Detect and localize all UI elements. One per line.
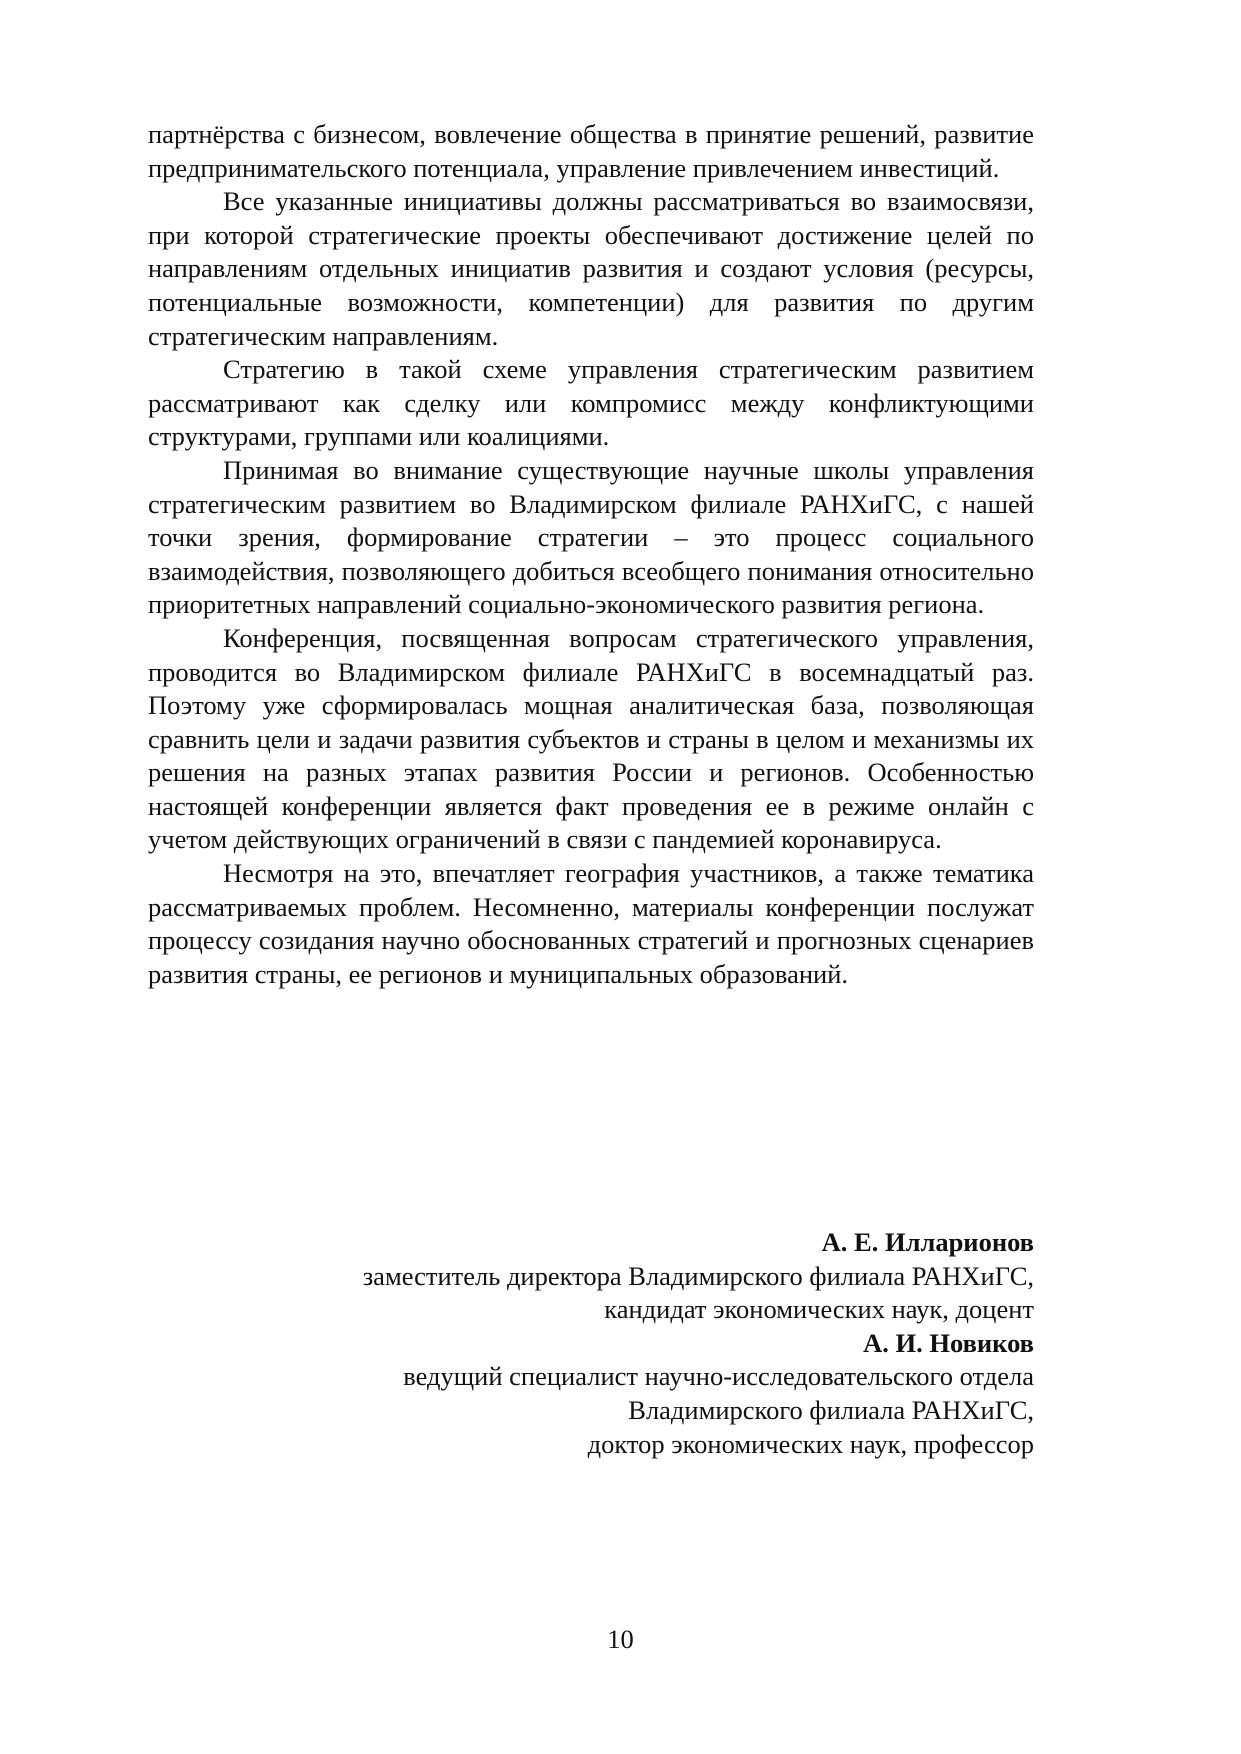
- author-degree-1: кандидат экономических наук, доцент: [604, 1294, 1034, 1325]
- author-name-2: А. И. Новиков: [863, 1327, 1034, 1358]
- body-text: [148, 118, 1034, 991]
- author-position-1: заместитель директора Владимирского филиала РАНХиГС,: [362, 1260, 1034, 1291]
- author-position-2: ведущий специалист научно-исследовательского отдела: [403, 1361, 1034, 1392]
- paragraph-6: Несмотря на это, впечатляет география участников, а также тематика рассматриваемых проблем. Несомненно, материалы конференции послужат процессу созидания научно обоснованных стратегий и прогнозных сценариев развития страны, ее регионов и муниципальных образований.: [148, 858, 1034, 989]
- paragraph-4: Принимая во внимание существующие научные школы управления стратегическим развитием во Владимирском филиале РАНХиГС, с нашей точки зрения, формирование стратегии – это процесс социального взаимодействия, позволяющего добиться всеобщего понимания относительно приоритетных направлений социально-экономического развития региона.: [148, 454, 1034, 620]
- author-degree-2: доктор экономических наук, профессор: [587, 1428, 1034, 1459]
- paragraph-2: Все указанные инициативы должны рассматриваться во взаимосвязи, при которой стратегические проекты обеспечивают достижение целей по направлениям отдельных инициатив развития и создают условия (ресурсы, потенциальные возможности, компетенции) для развития по другим стратегическим направлениям.: [148, 186, 1034, 351]
- author-name-1: А. Е. Илларионов: [821, 1227, 1034, 1257]
- page-number: 10: [607, 1624, 634, 1654]
- signature-block: [148, 1226, 1034, 1461]
- paragraph-1: партнёрства с бизнесом, вовлечение общества в принятие решений, развитие предпринимательского потенциала, управление привлечением инвестиций.: [148, 119, 1034, 183]
- paragraph-5: Конференция, посвященная вопросам стратегического управления, проводится во Владимирском филиале РАНХиГС в восемнадцатый раз. Поэтому уже сформировалась мощная аналитическая база, позволяющая сравнить цели и задачи развития субъектов и страны в целом и механизмы их решения на разных этапах развития России и регионов. Особенностью настоящей конференции является факт проведения ее в режиме онлайн с учетом действующих ограничений в связи с пандемией коронавируса.: [148, 622, 1034, 855]
- author-affiliation-2: Владимирского филиала РАНХиГС,: [628, 1394, 1034, 1425]
- paragraph-3: Стратегию в такой схеме управления стратегическим развитием рассматривают как сделку или компромисс между конфликтующими структурами, группами или коалициями.: [148, 354, 1034, 452]
